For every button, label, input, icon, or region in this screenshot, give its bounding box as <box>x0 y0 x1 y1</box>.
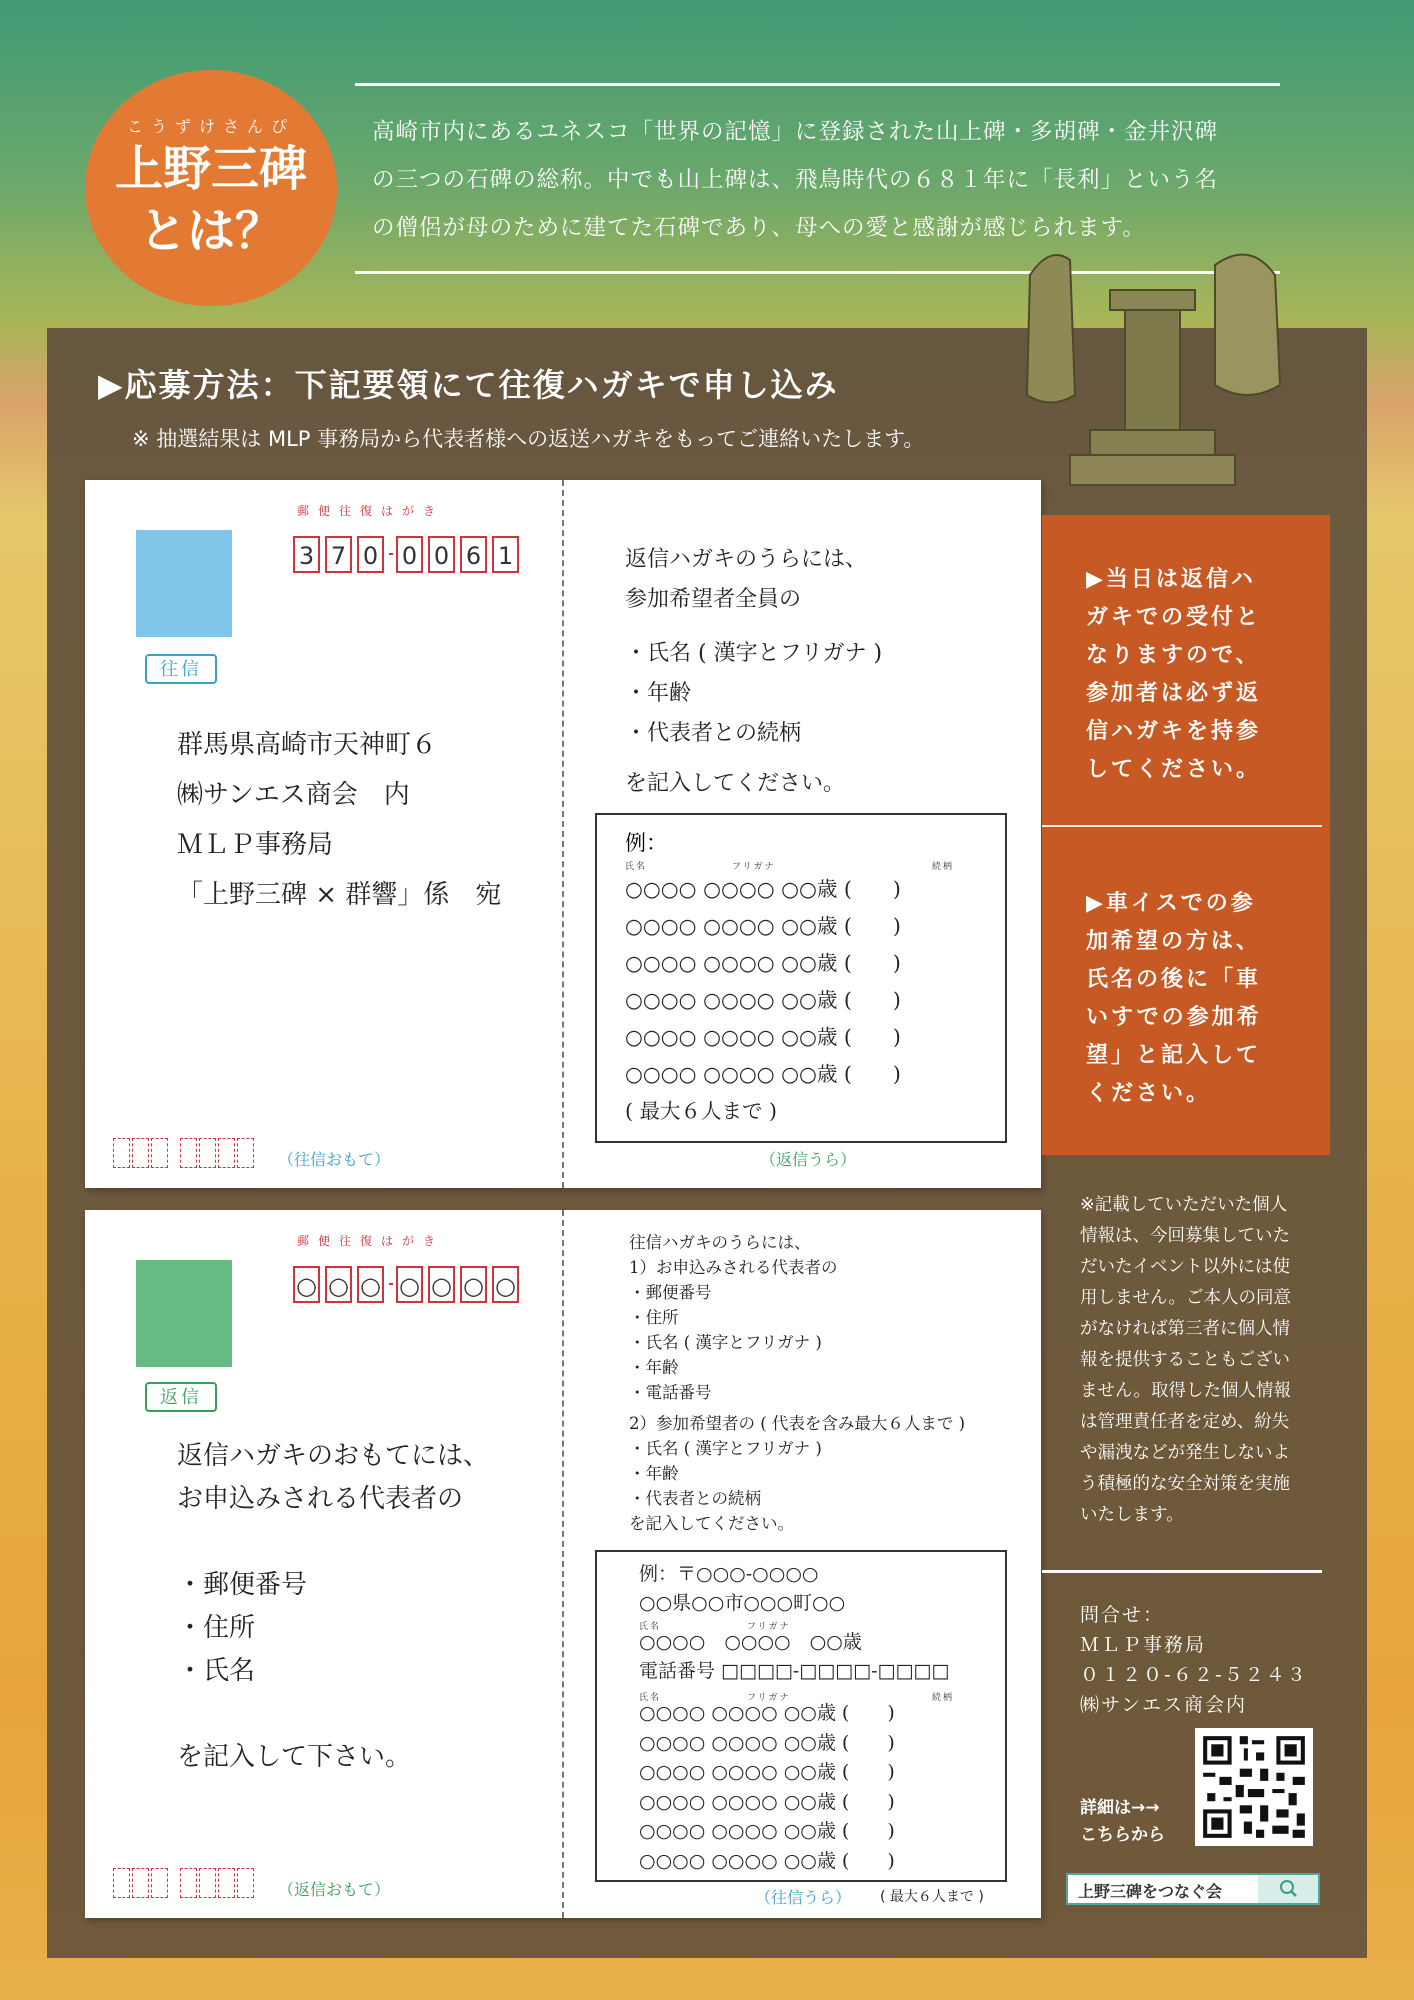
zip-digit: 3 <box>293 536 320 573</box>
intro-top-rule <box>355 83 1280 86</box>
notice-line: ガキでの受付と <box>1086 605 1262 630</box>
instruction-item: ・郵便番号 <box>177 1570 308 1600</box>
example-row: ○○○○ ○○○○ ○○歳 ( ) <box>625 914 901 938</box>
zip-digit: ○ <box>325 1266 352 1303</box>
instruction-line: ・氏名 ( 漢字とフリガナ ) <box>629 1439 822 1458</box>
contact-company: ㈱サンエス商会内 <box>1080 1694 1248 1716</box>
reply-front-instructions <box>177 1435 489 1779</box>
address-line: 群馬県高崎市天神町６ <box>177 730 438 760</box>
privacy-line: ません。取得した個人情報 <box>1080 1381 1292 1401</box>
zip-digit: 7 <box>325 536 352 573</box>
example-box <box>595 813 1007 1143</box>
same-day-notice <box>1086 561 1306 789</box>
contact-info <box>1080 1600 1308 1720</box>
address-line: ＭＬＰ事務局 <box>177 830 334 860</box>
contact-org: ＭＬＰ事務局 <box>1080 1634 1207 1656</box>
zip-digit: ○ <box>293 1266 320 1303</box>
details-prompt <box>1080 1795 1165 1849</box>
caption-back: （返信うら） <box>760 1150 857 1169</box>
method-title: ▶応募方法：下記要領にて往復ハガキで申し込み <box>98 366 839 404</box>
contact-label: 問合せ： <box>1080 1604 1165 1626</box>
contact-phone: ０１２０-６２-５２４３ <box>1080 1664 1308 1686</box>
caption-front: （往信おもて） <box>278 1150 391 1169</box>
reply-tag: 返信 <box>145 1382 217 1412</box>
example-rep-name: ○○○○ ○○○○ ○○歳 <box>639 1631 862 1653</box>
ruby-name: 氏名 <box>639 1622 662 1632</box>
instruction-line: 返信ハガキのおもてには、 <box>177 1441 490 1471</box>
privacy-line: ※記載していただいた個人 <box>1080 1195 1288 1215</box>
privacy-line: 用しません。ご本人の同意 <box>1080 1288 1292 1308</box>
privacy-line: や漏洩などが発生しないよ <box>1080 1443 1290 1463</box>
search-label: 上野三碑をつなぐ会 <box>1078 1882 1223 1901</box>
zip-digit: 0 <box>396 536 423 573</box>
example-row: ○○○○ ○○○○ ○○歳 ( ) <box>625 1025 901 1049</box>
example-rows <box>625 871 901 1130</box>
instruction-item: ・住所 <box>177 1613 256 1643</box>
search-button[interactable] <box>1258 1875 1318 1903</box>
privacy-line: 報を提供することもござい <box>1080 1350 1290 1370</box>
notice-line: ▶車イスでの参 <box>1086 891 1256 916</box>
instruction-end: を記入してください。 <box>625 771 846 796</box>
instruction-line: ・代表者との続柄 <box>629 1489 761 1508</box>
notice-line: いすでの参加希 <box>1086 1005 1262 1030</box>
zip-digit: ○ <box>492 1266 519 1303</box>
zip-digit: ○ <box>357 1266 384 1303</box>
ruby-name: 氏名 <box>625 862 648 872</box>
reply-back-instructions <box>625 540 882 804</box>
caption-max: ( 最大６人まで ) <box>880 1889 984 1905</box>
example-header <box>639 1560 845 1618</box>
intro-text <box>372 108 1292 252</box>
example-row: ○○○○ ○○○○ ○○歳 ( ) <box>639 1761 895 1783</box>
zip-digit: ○ <box>460 1266 487 1303</box>
example-row: ○○○○ ○○○○ ○○歳 ( ) <box>625 1062 901 1086</box>
instruction-line: ・年齢 <box>629 1358 679 1377</box>
outgoing-postcard <box>85 480 1041 1188</box>
privacy-line: だいたイベント以外には使 <box>1080 1257 1290 1277</box>
notice-line: 信ハガキを持参 <box>1086 719 1262 744</box>
example-rows <box>639 1699 895 1876</box>
example-row: ○○○○ ○○○○ ○○歳 ( ) <box>639 1849 895 1872</box>
qr-code-icon[interactable] <box>1195 1728 1313 1846</box>
notice-line: ▶当日は返信ハ <box>1086 567 1256 592</box>
details-line2: こちらから <box>1080 1825 1165 1845</box>
example-label: 例： <box>625 831 667 855</box>
search-bar[interactable] <box>1066 1873 1320 1905</box>
intro-text-line: の三つの石碑の総称。中でも山上碑は、飛鳥時代の６８１年に「長利」という名 <box>372 167 1219 193</box>
notice-box <box>1042 515 1330 1155</box>
hagaki-label: 郵便往復はがき <box>297 1234 445 1248</box>
example-row: ○○○○ ○○○○ ○○歳 ( ) <box>625 988 901 1012</box>
sender-zip-boxes <box>113 1138 256 1168</box>
search-icon <box>1258 1875 1318 1903</box>
fold-line <box>562 1210 564 1918</box>
reply-postcard <box>85 1210 1041 1918</box>
recipient-address <box>177 720 501 920</box>
wheelchair-notice <box>1086 885 1306 1113</box>
zip-digit: ○ <box>396 1266 423 1303</box>
privacy-line: う積極的な安全対策を実施 <box>1080 1474 1290 1494</box>
zip-digit: ○ <box>428 1266 455 1303</box>
example-address: ○○県○○市○○○町○○ <box>639 1592 846 1614</box>
example-row: ○○○○ ○○○○ ○○歳 ( ) <box>639 1731 895 1754</box>
instruction-line: ・郵便番号 <box>629 1283 712 1302</box>
zip-digit: 0 <box>357 536 384 573</box>
zip-dash <box>389 536 393 573</box>
notice-line: してください。 <box>1086 757 1262 782</box>
zip-dash <box>389 1266 393 1303</box>
details-line1: 詳細は→→ <box>1080 1798 1160 1818</box>
zip-digit: 1 <box>492 536 519 573</box>
stamp-icon <box>136 530 232 637</box>
caption-front: （返信おもて） <box>278 1880 391 1899</box>
notice-line: ください。 <box>1086 1081 1212 1106</box>
example-zip: 例：〒○○○-○○○○ <box>639 1563 819 1585</box>
hagaki-label: 郵便往復はがき <box>297 504 445 518</box>
zip-digit: 0 <box>428 536 455 573</box>
privacy-line: 情報は、今回募集していた <box>1080 1226 1290 1246</box>
zip-digit: 6 <box>460 536 487 573</box>
notice-divider <box>1042 825 1322 827</box>
intro-text-line: 高崎市内にあるユネスコ「世界の記憶」に登録された山上碑・多胡碑・金井沢碑 <box>372 119 1219 145</box>
ruby-name: 氏名 <box>639 1693 662 1703</box>
instruction-item: ・年齢 <box>625 681 692 706</box>
method-note: ※ 抽選結果は MLP 事務局から代表者様への返送ハガキをもってご連絡いたします。 <box>132 427 925 451</box>
privacy-line: は管理責任者を定め、紛失 <box>1080 1412 1290 1432</box>
instruction-line: 返信ハガキのうらには、 <box>625 547 868 572</box>
instruction-line: 1）お申込みされる代表者の <box>629 1258 838 1277</box>
example-row: ○○○○ ○○○○ ○○歳 ( ) <box>639 1820 895 1842</box>
intro-title <box>85 138 337 262</box>
address-line: ㈱サンエス商会 内 <box>177 780 410 810</box>
outgoing-tag: 往信 <box>145 654 217 684</box>
instruction-line: を記入してください。 <box>629 1514 794 1533</box>
stamp-icon <box>136 1260 232 1367</box>
intro-badge <box>85 70 337 306</box>
stone-monuments-illustration <box>1015 235 1285 495</box>
example-max: ( 最大６人まで ) <box>625 1099 778 1123</box>
privacy-notice <box>1080 1190 1325 1531</box>
instruction-line: お申込みされる代表者の <box>177 1484 464 1514</box>
instruction-line: ・年齢 <box>629 1464 679 1483</box>
intro-text-line: の僧侶が母のために建てた石碑であり、母への愛と感謝が感じられます。 <box>372 215 1146 241</box>
example-row: ○○○○ ○○○○ ○○歳 ( ) <box>625 877 901 901</box>
notice-line: 氏名の後に「車 <box>1086 967 1262 992</box>
example-box <box>595 1550 1007 1882</box>
caption-back: （往信うら） <box>755 1888 852 1907</box>
instruction-line: ・住所 <box>629 1308 679 1327</box>
sender-zip-boxes <box>113 1868 256 1898</box>
contact-divider <box>1042 1570 1322 1573</box>
ruby-furigana: フリガナ <box>747 1693 791 1703</box>
instruction-line: 往信ハガキのうらには、 <box>629 1233 811 1252</box>
intro-title-line1: 上野三碑 <box>114 141 307 197</box>
example-row: ○○○○ ○○○○ ○○歳 ( ) <box>625 951 901 975</box>
zip-code-boxes <box>293 1266 524 1303</box>
address-line: 「上野三碑 × 群響」係 宛 <box>177 880 502 910</box>
instruction-line: ・電話番号 <box>629 1383 712 1402</box>
ruby-relation: 続柄 <box>932 1693 955 1703</box>
notice-line: なりますので、 <box>1086 643 1261 668</box>
intro-title-line2: とは？ <box>138 203 283 259</box>
instruction-line: ・氏名 ( 漢字とフリガナ ) <box>629 1333 822 1352</box>
notice-line: 望」と記入して <box>1086 1043 1262 1068</box>
example-row: ○○○○ ○○○○ ○○歳 ( ) <box>639 1702 895 1724</box>
notice-line: 加希望の方は、 <box>1086 929 1262 954</box>
example-row: ○○○○ ○○○○ ○○歳 ( ) <box>639 1790 895 1813</box>
instruction-end: を記入して下さい。 <box>177 1742 412 1772</box>
intro-ruby: こうずけさんぴ <box>126 117 295 136</box>
zip-code-boxes <box>293 536 524 573</box>
ruby-furigana: フリガナ <box>732 862 776 872</box>
ruby-furigana: フリガナ <box>747 1622 791 1632</box>
instruction-item: ・代表者との続柄 <box>625 721 802 746</box>
fold-line <box>562 480 564 1188</box>
outgoing-back-instructions <box>629 1230 965 1536</box>
ruby-relation: 続柄 <box>932 862 955 872</box>
example-phone: 電話番号 □□□□-□□□□-□□□□ <box>639 1660 950 1682</box>
instruction-line: 2）参加希望者の ( 代表を含み最大６人まで ) <box>629 1414 966 1433</box>
example-rep <box>639 1628 949 1686</box>
instruction-item: ・氏名 ( 漢字とフリガナ ) <box>625 641 883 666</box>
notice-line: 参加者は必ず返 <box>1086 681 1262 706</box>
privacy-line: いたします。 <box>1080 1505 1184 1525</box>
instruction-item: ・氏名 <box>177 1656 256 1686</box>
privacy-line: がなければ第三者に個人情 <box>1080 1319 1290 1339</box>
instruction-line: 参加希望者全員の <box>625 587 802 612</box>
